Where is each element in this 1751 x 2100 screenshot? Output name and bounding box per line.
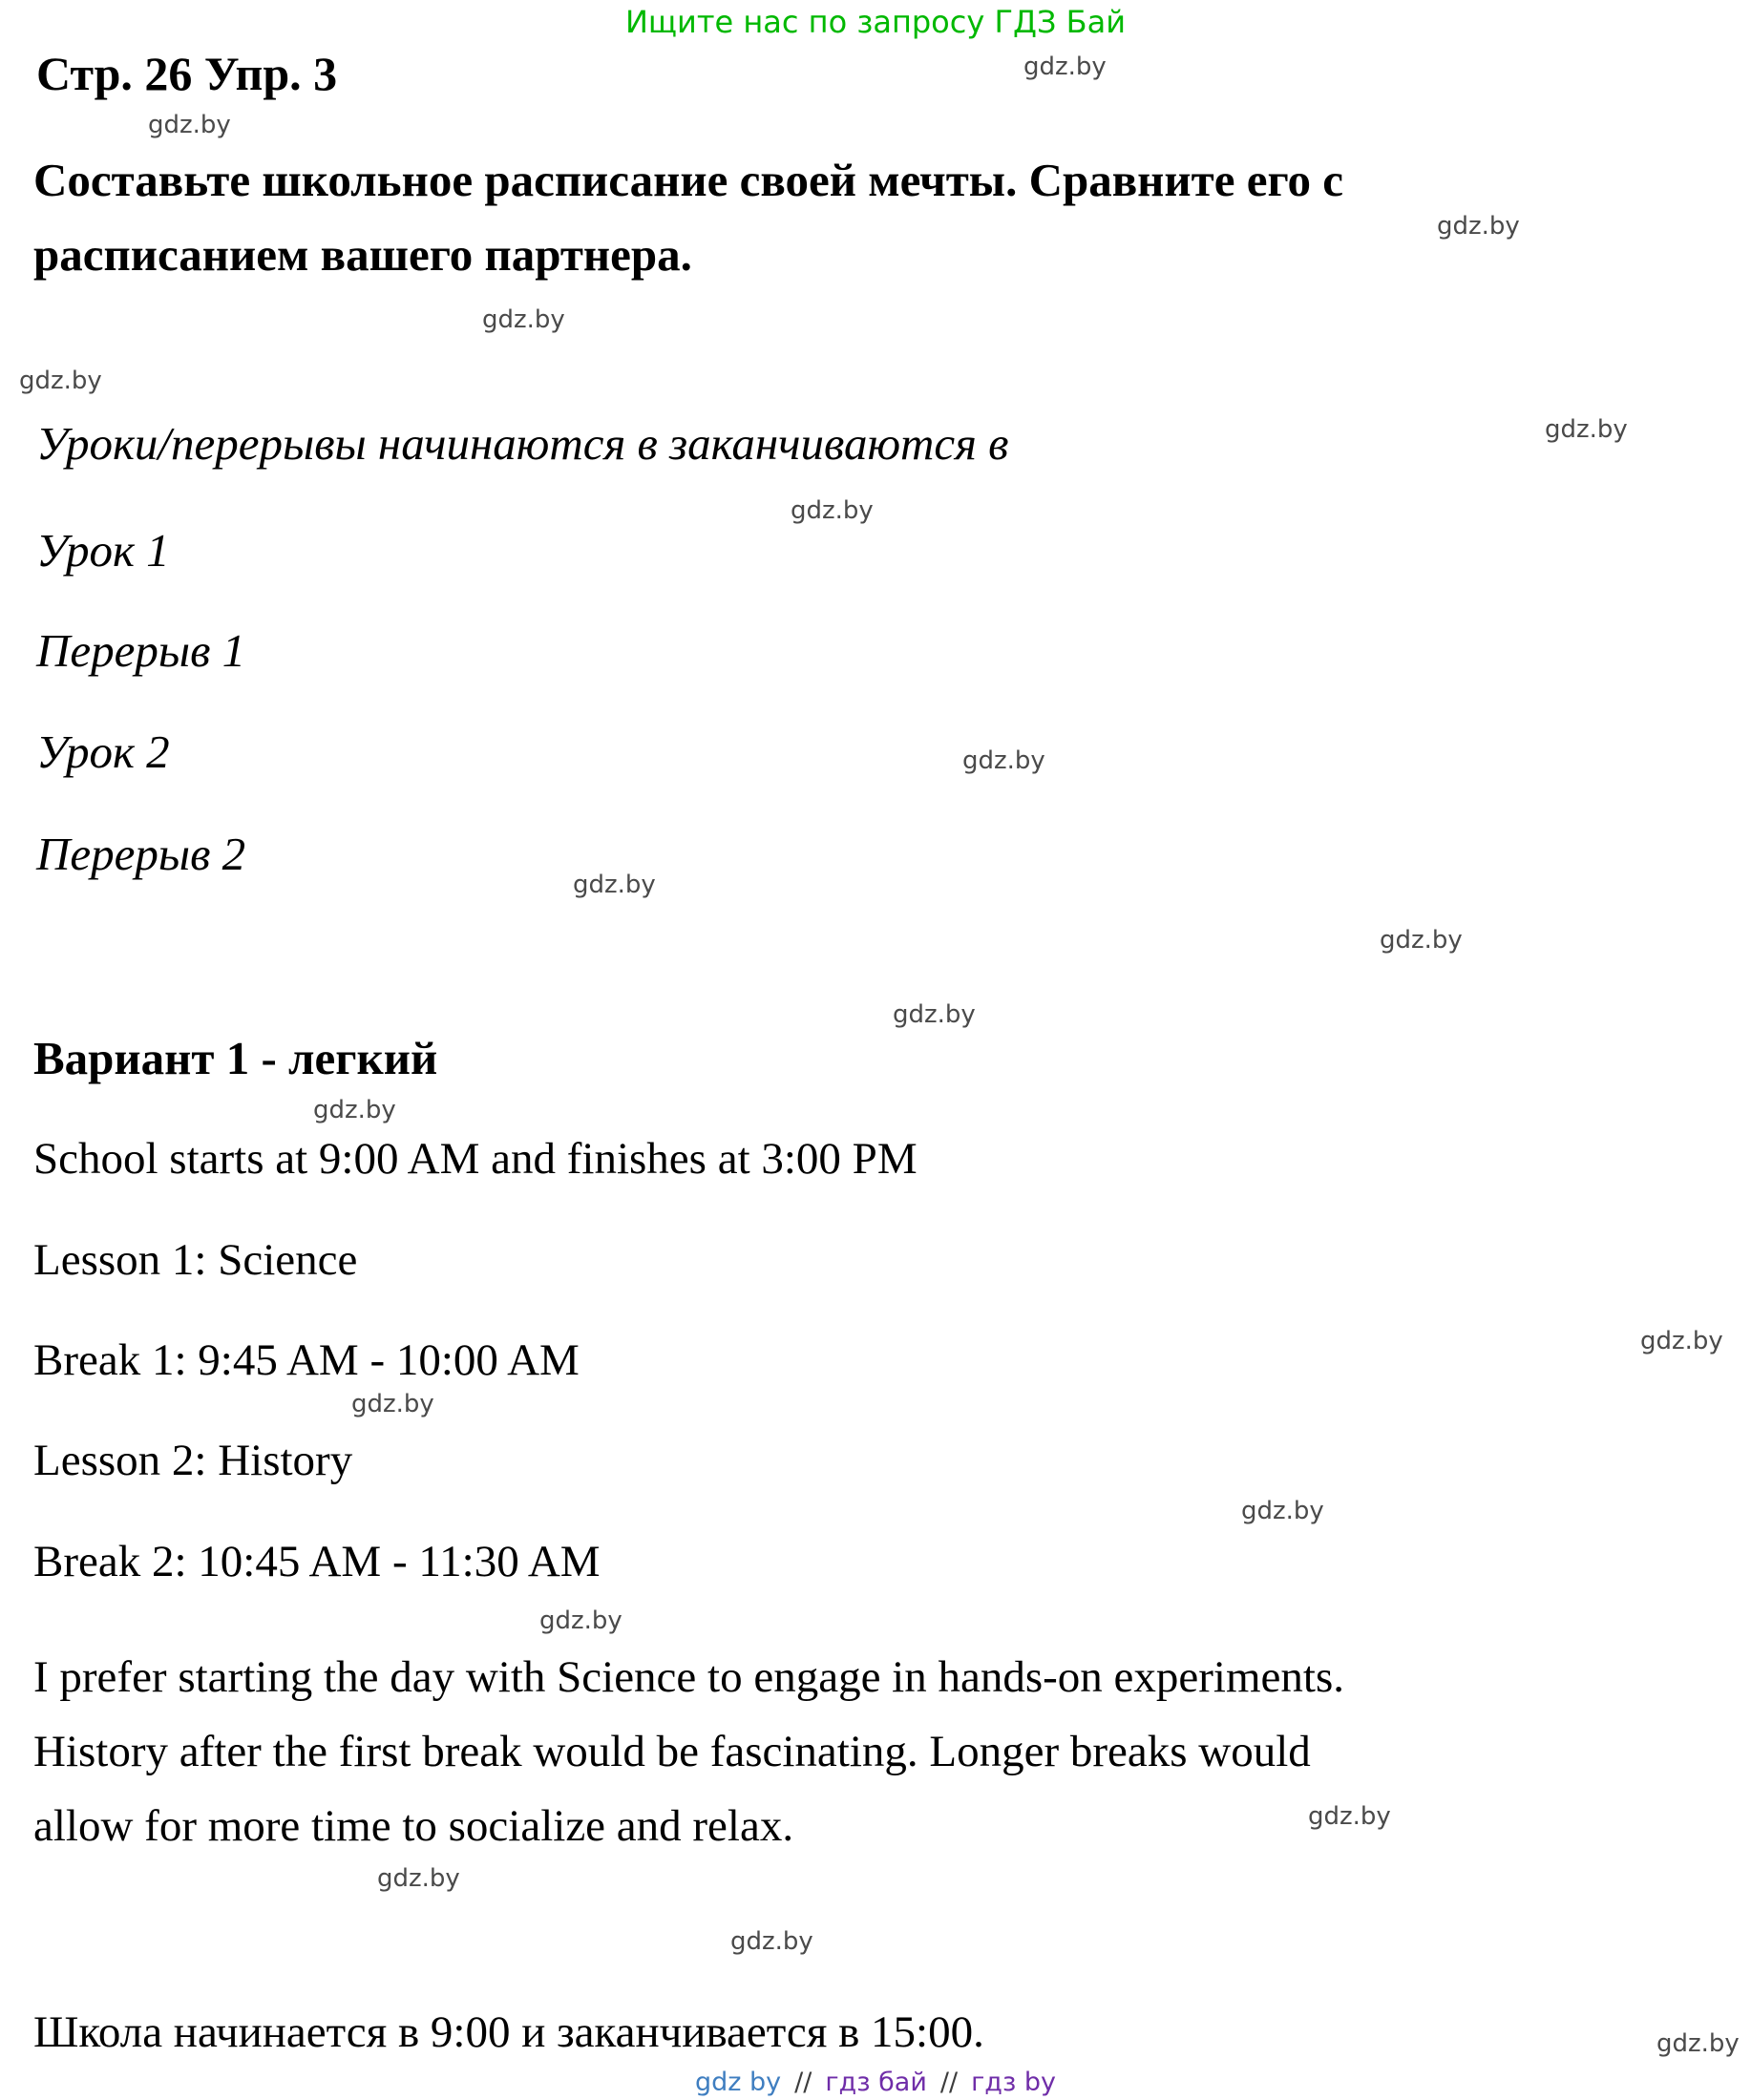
schedule-ru-line: Школа начинается в 9:00 и заканчивается в 15:00. [33,2007,984,2057]
schedule-line-school-hours: School starts at 9:00 AM and finishes at 3:00 PM [33,1134,918,1184]
footer-separator: // [939,2068,959,2097]
promo-banner: Ищите нас по запросу ГДЗ Бай [624,4,1127,40]
footer-separator: // [794,2068,812,2097]
gdz-watermark: gdz.by [539,1606,622,1635]
gdz-watermark: gdz.by [1656,2029,1740,2058]
gdz-watermark: gdz.by [1640,1327,1723,1355]
template-item-lesson1: Урок 1 [36,524,170,577]
gdz-watermark: gdz.by [1023,52,1107,81]
template-item-lesson2: Урок 2 [36,725,170,778]
gdz-watermark: gdz.by [1437,212,1520,241]
schedule-line-lesson2: Lesson 2: History [33,1436,353,1485]
gdz-watermark: gdz.by [730,1927,813,1956]
comment-paragraph [33,1640,1344,1863]
task-text [33,143,1343,292]
footer-link-gdz-by-cyr[interactable]: гдз by [971,2068,1057,2097]
gdz-watermark: gdz.by [1308,1802,1391,1831]
template-intro: Уроки/перерывы начинаются в заканчиваются в [36,417,1009,470]
gdz-watermark: gdz.by [148,111,231,139]
footer-link-gdz-bai[interactable]: гдз бай [825,2068,927,2097]
task-line: Составьте школьное расписание своей мечты. Сравните его с [33,154,1343,206]
template-item-break2: Перерыв 2 [36,828,246,880]
schedule-line-break1: Break 1: 9:45 AM - 10:00 AM [33,1335,580,1385]
gdz-watermark: gdz.by [791,496,874,525]
gdz-watermark: gdz.by [1545,415,1628,444]
gdz-watermark: gdz.by [893,1000,976,1029]
footer-link-gdz-by[interactable]: gdz by [694,2068,782,2097]
schedule-line-break2: Break 2: 10:45 AM - 11:30 AM [33,1537,601,1586]
gdz-watermark: gdz.by [573,871,656,899]
gdz-watermark: gdz.by [1380,926,1463,955]
comment-line: I prefer starting the day with Science to engage in hands-on experiments. [33,1652,1344,1702]
gdz-watermark: gdz.by [962,746,1045,775]
gdz-watermark: gdz.by [19,367,102,395]
page-title: Стр. 26 Упр. 3 [36,47,338,100]
variant-heading: Вариант 1 - легкий [33,1032,438,1084]
footer-links [0,2068,1751,2097]
gdz-watermark: gdz.by [313,1096,396,1124]
template-item-break1: Перерыв 1 [36,624,246,677]
gdz-watermark: gdz.by [1241,1497,1324,1525]
gdz-watermark: gdz.by [377,1864,460,1893]
gdz-watermark: gdz.by [351,1390,434,1418]
task-line: расписанием вашего партнера. [33,228,692,281]
schedule-line-lesson1: Lesson 1: Science [33,1235,358,1285]
gdz-watermark: gdz.by [482,305,565,334]
comment-line: allow for more time to socialize and relax. [33,1801,794,1851]
comment-line: History after the first break would be fascinating. Longer breaks would [33,1727,1311,1776]
